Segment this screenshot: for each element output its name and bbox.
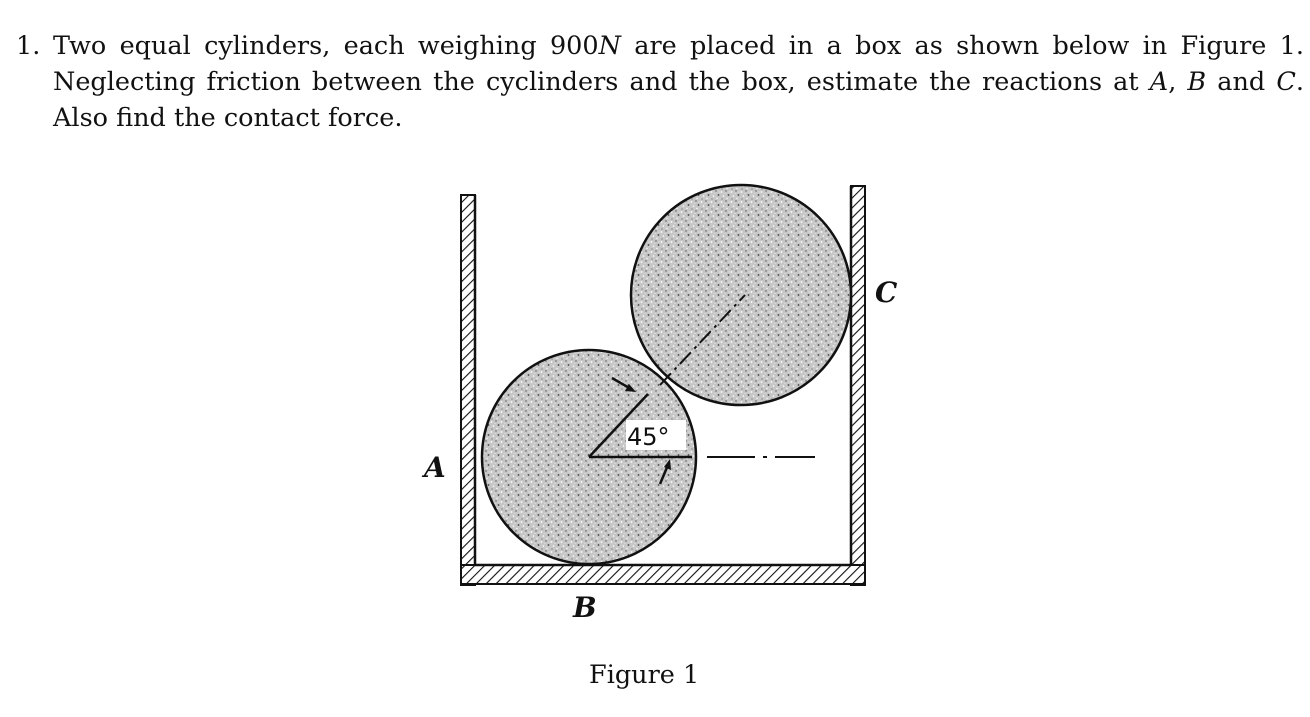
label-b: B: [573, 591, 597, 624]
angle-label: 45°: [627, 423, 670, 451]
box-base: [461, 565, 865, 584]
problem-text: Two equal cylinders, each weighing 900N are placed in a box as shown below in Figure 1. Neglecting friction between the cyclinders and the box, estimate the reactions at A, B and C. Also find the contact force.: [53, 31, 1304, 133]
label-c: C: [875, 276, 898, 309]
left-wall: [461, 195, 475, 585]
label-a: A: [424, 451, 446, 484]
upper-cylinder: [631, 185, 851, 405]
figure-caption: Figure 1: [589, 660, 700, 690]
problem-number: 1.: [16, 31, 41, 61]
right-wall: [851, 186, 865, 585]
